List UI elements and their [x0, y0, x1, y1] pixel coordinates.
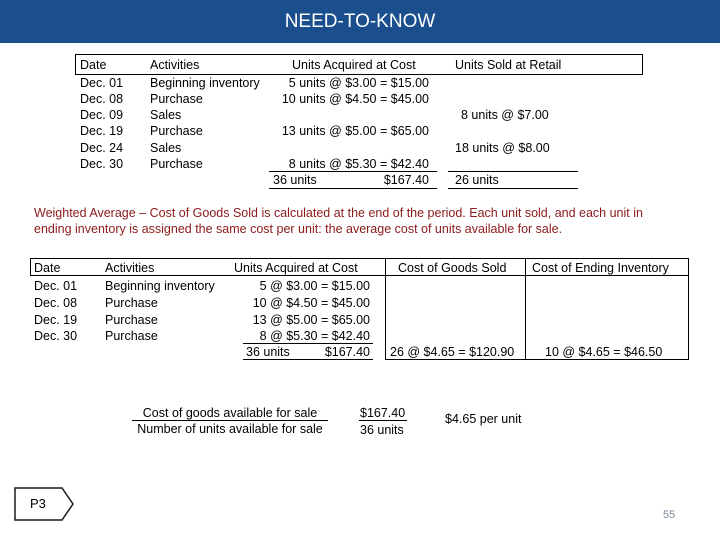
table-row-date: Dec. 09 — [80, 108, 124, 122]
table-row-date: Dec. 08 — [34, 296, 78, 310]
table2-header-ending: Cost of Ending Inventory — [532, 261, 669, 275]
table1-header-date: Date — [80, 58, 107, 72]
table1-total-sold: 26 units — [455, 173, 499, 187]
table2-total-units: 36 units — [246, 345, 290, 359]
table2-cogs-col-left — [385, 258, 386, 360]
table-row-date: Dec. 08 — [80, 92, 124, 106]
table-row-date: Dec. 30 — [80, 157, 124, 171]
table2-header-date: Date — [34, 261, 61, 275]
table2-border-top — [30, 258, 689, 259]
table2-header-cogs: Cost of Goods Sold — [398, 261, 507, 275]
table-row-activity: Sales — [150, 141, 182, 155]
table1-border-right — [642, 54, 643, 75]
table-row-sold: 18 units @ $8.00 — [455, 141, 550, 155]
calc-denominator-label: Number of units available for sale — [137, 422, 323, 436]
table-row-activity: Sales — [150, 108, 182, 122]
table2-total-ending: 10 @ $4.65 = $46.50 — [545, 345, 663, 359]
table-row-acquired: 13 units @ $5.00 = $65.00 — [281, 124, 429, 138]
table-row-activity: Beginning inventory — [105, 279, 215, 293]
table2-header-acquired: Units Acquired at Cost — [234, 261, 358, 275]
slide-title: NEED-TO-KNOW — [284, 11, 436, 32]
table-row-acquired: 10 units @ $4.50 = $45.00 — [281, 92, 429, 106]
table-row-activity: Purchase — [150, 157, 203, 171]
table-row-acquired: 10 @ $4.50 = $45.00 — [252, 296, 370, 310]
table-row-activity: Purchase — [105, 329, 158, 343]
table1-header-acquired: Units Acquired at Cost — [292, 58, 416, 72]
table-row-acquired: 13 @ $5.00 = $65.00 — [252, 313, 370, 327]
table2-header-activities: Activities — [105, 261, 155, 275]
table2-ending-col-right — [688, 258, 689, 360]
table-row-activity: Beginning inventory — [150, 76, 260, 90]
table1-header-activities: Activities — [150, 58, 200, 72]
learning-objective-badge — [14, 487, 74, 521]
table1-total-bottom-rule — [269, 188, 437, 189]
calc-numerator-value: $167.40 — [360, 406, 406, 420]
table2-border-left — [30, 258, 31, 276]
page-number: 55 — [663, 509, 676, 521]
table-row-acquired: 8 @ $5.30 = $42.40 — [259, 329, 370, 343]
table1-border-top — [75, 54, 643, 55]
calc-denominator-value: 36 units — [360, 423, 404, 437]
table-row-acquired: 5 @ $3.00 = $15.00 — [259, 279, 370, 293]
calc-value-fraction-bar — [359, 420, 407, 421]
slide-title-bar — [0, 0, 720, 43]
table2-total-cogs: 26 @ $4.65 = $120.90 — [390, 345, 515, 359]
table-row-date: Dec. 19 — [34, 313, 78, 327]
table1-total-cost: $167.40 — [383, 173, 429, 187]
table1-total-units: 36 units — [273, 173, 317, 187]
table-row-date: Dec. 30 — [34, 329, 78, 343]
badge-label: P3 — [30, 496, 46, 511]
table-row-date: Dec. 24 — [80, 141, 124, 155]
table-row-activity: Purchase — [105, 296, 158, 310]
table-row-date: Dec. 19 — [80, 124, 124, 138]
table-row-date: Dec. 01 — [34, 279, 78, 293]
table2-cogs-col-right — [525, 258, 526, 360]
table1-border-left — [75, 54, 76, 75]
table-row-activity: Purchase — [105, 313, 158, 327]
table-row-acquired: 8 units @ $5.30 = $42.40 — [288, 157, 429, 171]
table2-total-cost: $167.40 — [324, 345, 370, 359]
table-row-sold: 8 units @ $7.00 — [461, 108, 549, 122]
table-row-activity: Purchase — [150, 124, 203, 138]
calc-numerator-label: Cost of goods available for sale — [142, 406, 318, 420]
table1-sold-bottom-rule — [448, 188, 578, 189]
table-row-acquired: 5 units @ $3.00 = $15.00 — [288, 76, 429, 90]
calc-result: $4.65 per unit — [445, 412, 522, 426]
weighted-average-note: Weighted Average – Cost of Goods Sold is calculated at the end of the period. Each unit sold, and each unit in ending inventory is assigned the same cost per unit: the average cost of units available for sale. — [34, 206, 643, 236]
table-row-activity: Purchase — [150, 92, 203, 106]
table-row-date: Dec. 01 — [80, 76, 124, 90]
table1-header-sold: Units Sold at Retail — [455, 58, 562, 72]
